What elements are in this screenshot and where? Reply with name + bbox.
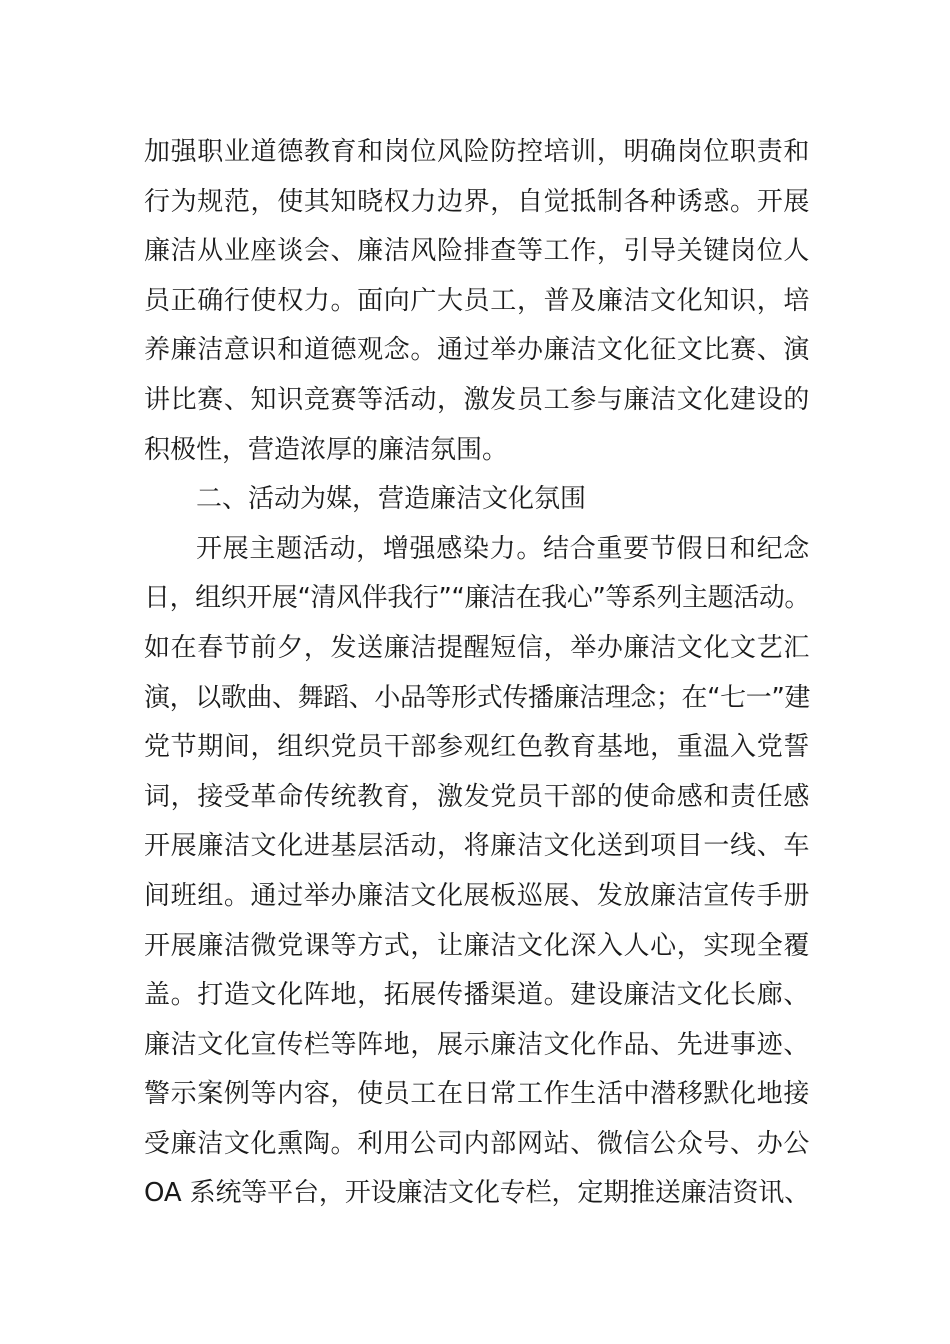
text-line: 行为规范，使其知晓权力边界，自觉抵制各种诱惑。开展 xyxy=(144,186,810,217)
text-line: 廉洁从业座谈会、廉洁风险排查等工作，引导关键岗位人 xyxy=(144,236,810,267)
text-line: 二、活动为媒，营造廉洁文化氛围 xyxy=(196,484,587,515)
text-line: 党节期间，组织党员干部参观红色教育基地，重温入党誓 xyxy=(144,732,810,763)
text-line: 演，以歌曲、舞蹈、小品等形式传播廉洁理念；在“七一”建 xyxy=(144,682,810,713)
text-line: 受廉洁文化熏陶。利用公司内部网站、微信公众号、办公 xyxy=(144,1128,810,1159)
text-line: 词，接受革命传统教育，激发党员干部的使命感和责任感 xyxy=(144,781,810,812)
text-line: 开展主题活动，增强感染力。结合重要节假日和纪念 xyxy=(196,533,810,564)
text-line: 如在春节前夕，发送廉洁提醒短信，举办廉洁文化文艺汇 xyxy=(144,632,810,663)
text-line: 积极性，营造浓厚的廉洁氛围。 xyxy=(144,434,509,465)
text-line: 加强职业道德教育和岗位风险防控培训，明确岗位职责和 xyxy=(144,137,810,167)
text-line: 间班组。通过举办廉洁文化展板巡展、发放廉洁宣传手册 xyxy=(144,880,810,911)
text-line: 开展廉洁文化进基层活动，将廉洁文化送到项目一线、车 xyxy=(144,831,810,862)
text-line: OA 系统等平台，开设廉洁文化专栏，定期推送廉洁资讯、 xyxy=(144,1178,811,1209)
text-line: 员正确行使权力。面向广大员工，普及廉洁文化知识，培 xyxy=(144,285,810,316)
text-line: 讲比赛、知识竞赛等活动，激发员工参与廉洁文化建设的 xyxy=(144,384,810,415)
document-body xyxy=(144,128,810,1219)
text-line: 盖。打造文化阵地，拓展传播渠道。建设廉洁文化长廊、 xyxy=(144,980,810,1011)
text-line: 警示案例等内容，使员工在日常工作生活中潜移默化地接 xyxy=(144,1079,810,1110)
text-line: 廉洁文化宣传栏等阵地，展示廉洁文化作品、先进事迹、 xyxy=(144,1029,810,1060)
text-line: 养廉洁意识和道德观念。通过举办廉洁文化征文比赛、演 xyxy=(144,335,810,366)
text-line: 日，组织开展“清风伴我行”“廉洁在我心”等系列主题活动。 xyxy=(144,583,810,614)
text-line: 开展廉洁微党课等方式，让廉洁文化深入人心，实现全覆 xyxy=(144,930,810,961)
